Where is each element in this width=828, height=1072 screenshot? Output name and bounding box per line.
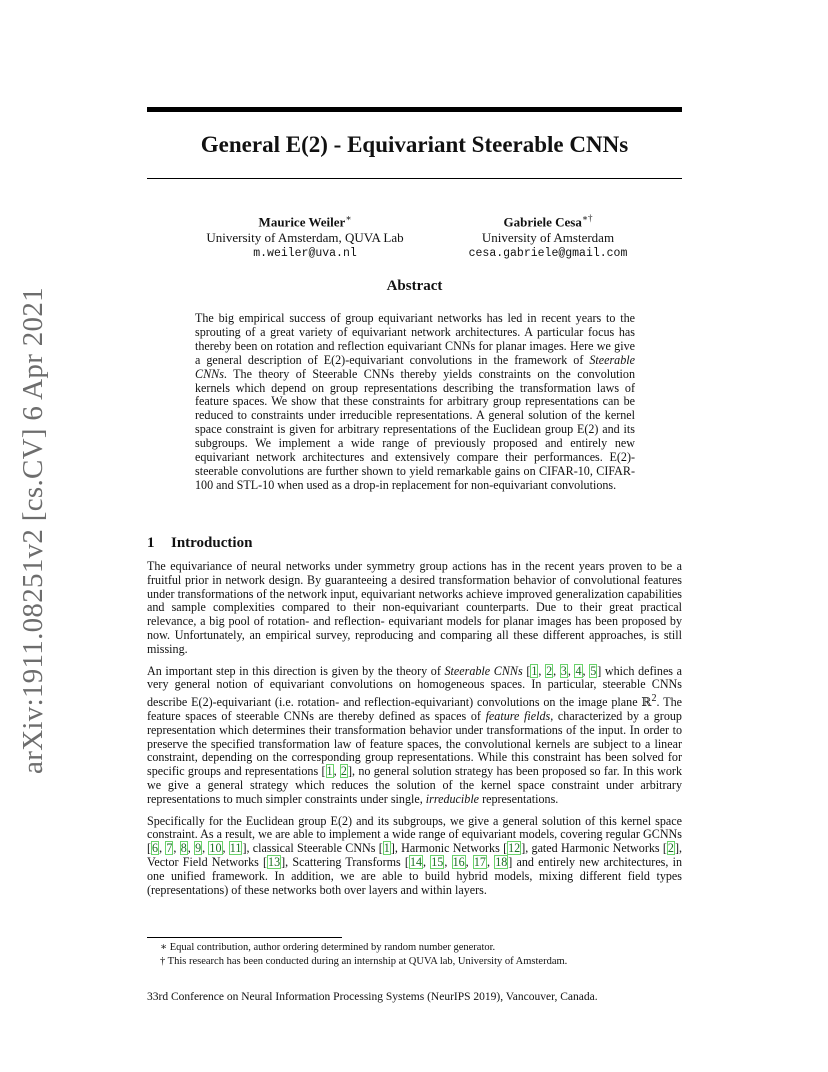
citation-group[interactable]: [1] <box>378 841 395 856</box>
citation-ref-2[interactable]: 2 <box>667 841 674 856</box>
intro-paragraph-3: Specifically for the Euclidean group E(2) and its subgroups, we give a general solution of this kernel space constraint. As a result, we are able to implement a wide range of equivariant models, covering regular GCNNs [6, 7, 8, 9, 10, 11], classical Steerable CNNs [1], Harmonic Networks [12], gated Harmonic Networks [2], Vector Field Networks [13], Scattering Transforms [14, 15, 16, 17, 18] and entirely new architectures, in one unified framework. In addition, we are able to build hybrid models, mixing different field types (representations) of these networks both over layers and within layers. <box>147 813 683 897</box>
intro-paragraph-1: The equivariance of neural networks under symmetry group actions has in the recent years proven to be a fruitful prior in network design. By guaranteeing a desired transformation behavior of convolutional features under transformations of the network input, equivariant networks achieve improved generalization capabilities and sample complexities compared to their non-equivariant counterparts. Due to their great practical relevance, a big pool of rotation- and reflection- equivariant models for planar images has been proposed by now. Unfortunately, an empirical survey, reproducing and comparing all these different approaches, is still missing. <box>147 559 682 656</box>
author-marks: ∗† <box>581 213 593 223</box>
venue-line: 33rd Conference on Neural Information Processing Systems (NeurIPS 2019), Vancouver, Canada. <box>147 991 598 1003</box>
citation-ref-17[interactable]: 17 <box>473 854 486 869</box>
citation-group[interactable]: [13] <box>263 854 286 869</box>
citation-ref-16[interactable]: 16 <box>452 854 465 869</box>
abstract-heading: Abstract <box>386 278 443 294</box>
author-name: Maurice Weiler <box>258 214 346 230</box>
citation-ref-1[interactable]: 1 <box>326 764 333 779</box>
citation-ref-5[interactable]: 5 <box>590 663 597 678</box>
citation-ref-2[interactable]: 2 <box>340 764 347 779</box>
intro-paragraph-2: An important step in this direction is given by the theory of Steerable CNNs [1, 2, 3, 4, 5] which defines a very general notion of equivariant convolutions on homogeneous spaces. In particular, steerable CNNs describe E(2)-equivariant (i.e. rotation- and reflection-equivariant) convolutions on the image plane ℝ$^2$. The feature spaces of steerable CNNs are thereby defined as spaces of feature fields, characterized by a group representation which determines their transformation behavior under transformations of the input. In order to preserve the specified transformation law of feature spaces, the convolutional kernels are subject to a linear constraint, depending on the corresponding group representations. While this constraint has been solved for specific groups and representations [1, 2], no general solution strategy has been proposed so far. In this work we give a general strategy which reduces the solution of the kernel space constraint under arbitrary representations to much simpler constraints under single, irreducible representations. <box>147 663 683 806</box>
title-rule-top <box>147 107 682 112</box>
abstract-text: The big empirical success of group equivariant networks has led in recent years to the sprouting of a great variety of equivariant network architectures. A particular focus has thereby been on rotation and reflection equivariant CNNs for planar images. Here we give a general description of E(2)-equivariant convolutions in the framework of Steerable CNNs. The theory of Steerable CNNs thereby yields constraints on the convolution kernels which depend on group representations describing the transformation laws of feature spaces. We show that these constraints for arbitrary group representations can be reduced to constraints under irreducible representations. A general solution of the kernel space constraint is given for arbitrary representations of the Euclidean group E(2) and its subgroups. We implement a wide range of previously proposed and entirely new equivariant network architectures and extensively compare their performances. E(2)-steerable convolutions are further shown to yield remarkable gains on CIFAR-10, CIFAR-100 and STL-10 when used as a drop-in replacement for non-equivariant convolutions. <box>195 311 635 492</box>
author-affiliation: University of Amsterdam, QUVA Lab <box>206 230 404 246</box>
author-block-1 <box>195 210 415 262</box>
citation-ref-4[interactable]: 4 <box>575 663 582 678</box>
citation-ref-3[interactable]: 3 <box>560 663 567 678</box>
citation-ref-13[interactable]: 13 <box>268 854 281 869</box>
citation-ref-15[interactable]: 15 <box>431 854 444 869</box>
citation-ref-6[interactable]: 6 <box>152 841 159 856</box>
citation-ref-2[interactable]: 2 <box>546 663 553 678</box>
citation-ref-11[interactable]: 11 <box>229 841 242 856</box>
citation-ref-18[interactable]: 18 <box>495 854 508 869</box>
citation-ref-1[interactable]: 1 <box>383 841 390 856</box>
footnote-1: ∗ Equal contribution, author ordering determined by random number generator. <box>160 942 496 953</box>
footnotes <box>160 941 680 969</box>
author-block-2 <box>458 210 638 262</box>
arxiv-id: arXiv:1911.08251v2 [cs.CV] 6 Apr 2021 <box>16 286 49 774</box>
citation-ref-10[interactable]: 10 <box>209 841 222 856</box>
citation-group[interactable]: [6, 7, 8, 9, 10, 11] <box>147 841 247 856</box>
section-title: Introduction <box>171 535 253 551</box>
author-name: Gabriele Cesa <box>503 214 582 230</box>
author-email[interactable]: m.weiler@uva.nl <box>253 247 357 261</box>
citation-group[interactable]: [1, 2, 3, 4, 5] <box>526 663 602 678</box>
citation-ref-7[interactable]: 7 <box>166 841 173 856</box>
author-affiliation: University of Amsterdam <box>481 230 615 246</box>
author-email[interactable]: cesa.gabriele@gmail.com <box>468 247 628 261</box>
arxiv-stamp <box>10 286 56 774</box>
citation-ref-12[interactable]: 12 <box>508 841 521 856</box>
section-number: 1 <box>147 535 155 551</box>
author-marks: ∗ <box>345 213 352 223</box>
citation-group[interactable]: [2] <box>662 841 679 856</box>
citation-group[interactable]: [1, 2] <box>321 764 352 779</box>
title-rule-bottom <box>147 178 682 179</box>
citation-ref-14[interactable]: 14 <box>409 854 423 869</box>
section-heading <box>147 535 252 552</box>
citation-group[interactable]: [14, 15, 16, 17, 18] <box>404 854 513 869</box>
footnote-rule <box>147 937 342 938</box>
footnote-2: † This research has been conducted during an internship at QUVA lab, University of Amsterdam. <box>160 956 568 967</box>
citation-group[interactable]: [12] <box>503 841 526 856</box>
citation-ref-9[interactable]: 9 <box>195 841 202 856</box>
citation-ref-1[interactable]: 1 <box>531 663 538 678</box>
introduction-body <box>147 560 682 905</box>
citation-ref-8[interactable]: 8 <box>180 841 187 856</box>
paper-title: General E(2) - Equivariant Steerable CNNs <box>200 132 629 157</box>
